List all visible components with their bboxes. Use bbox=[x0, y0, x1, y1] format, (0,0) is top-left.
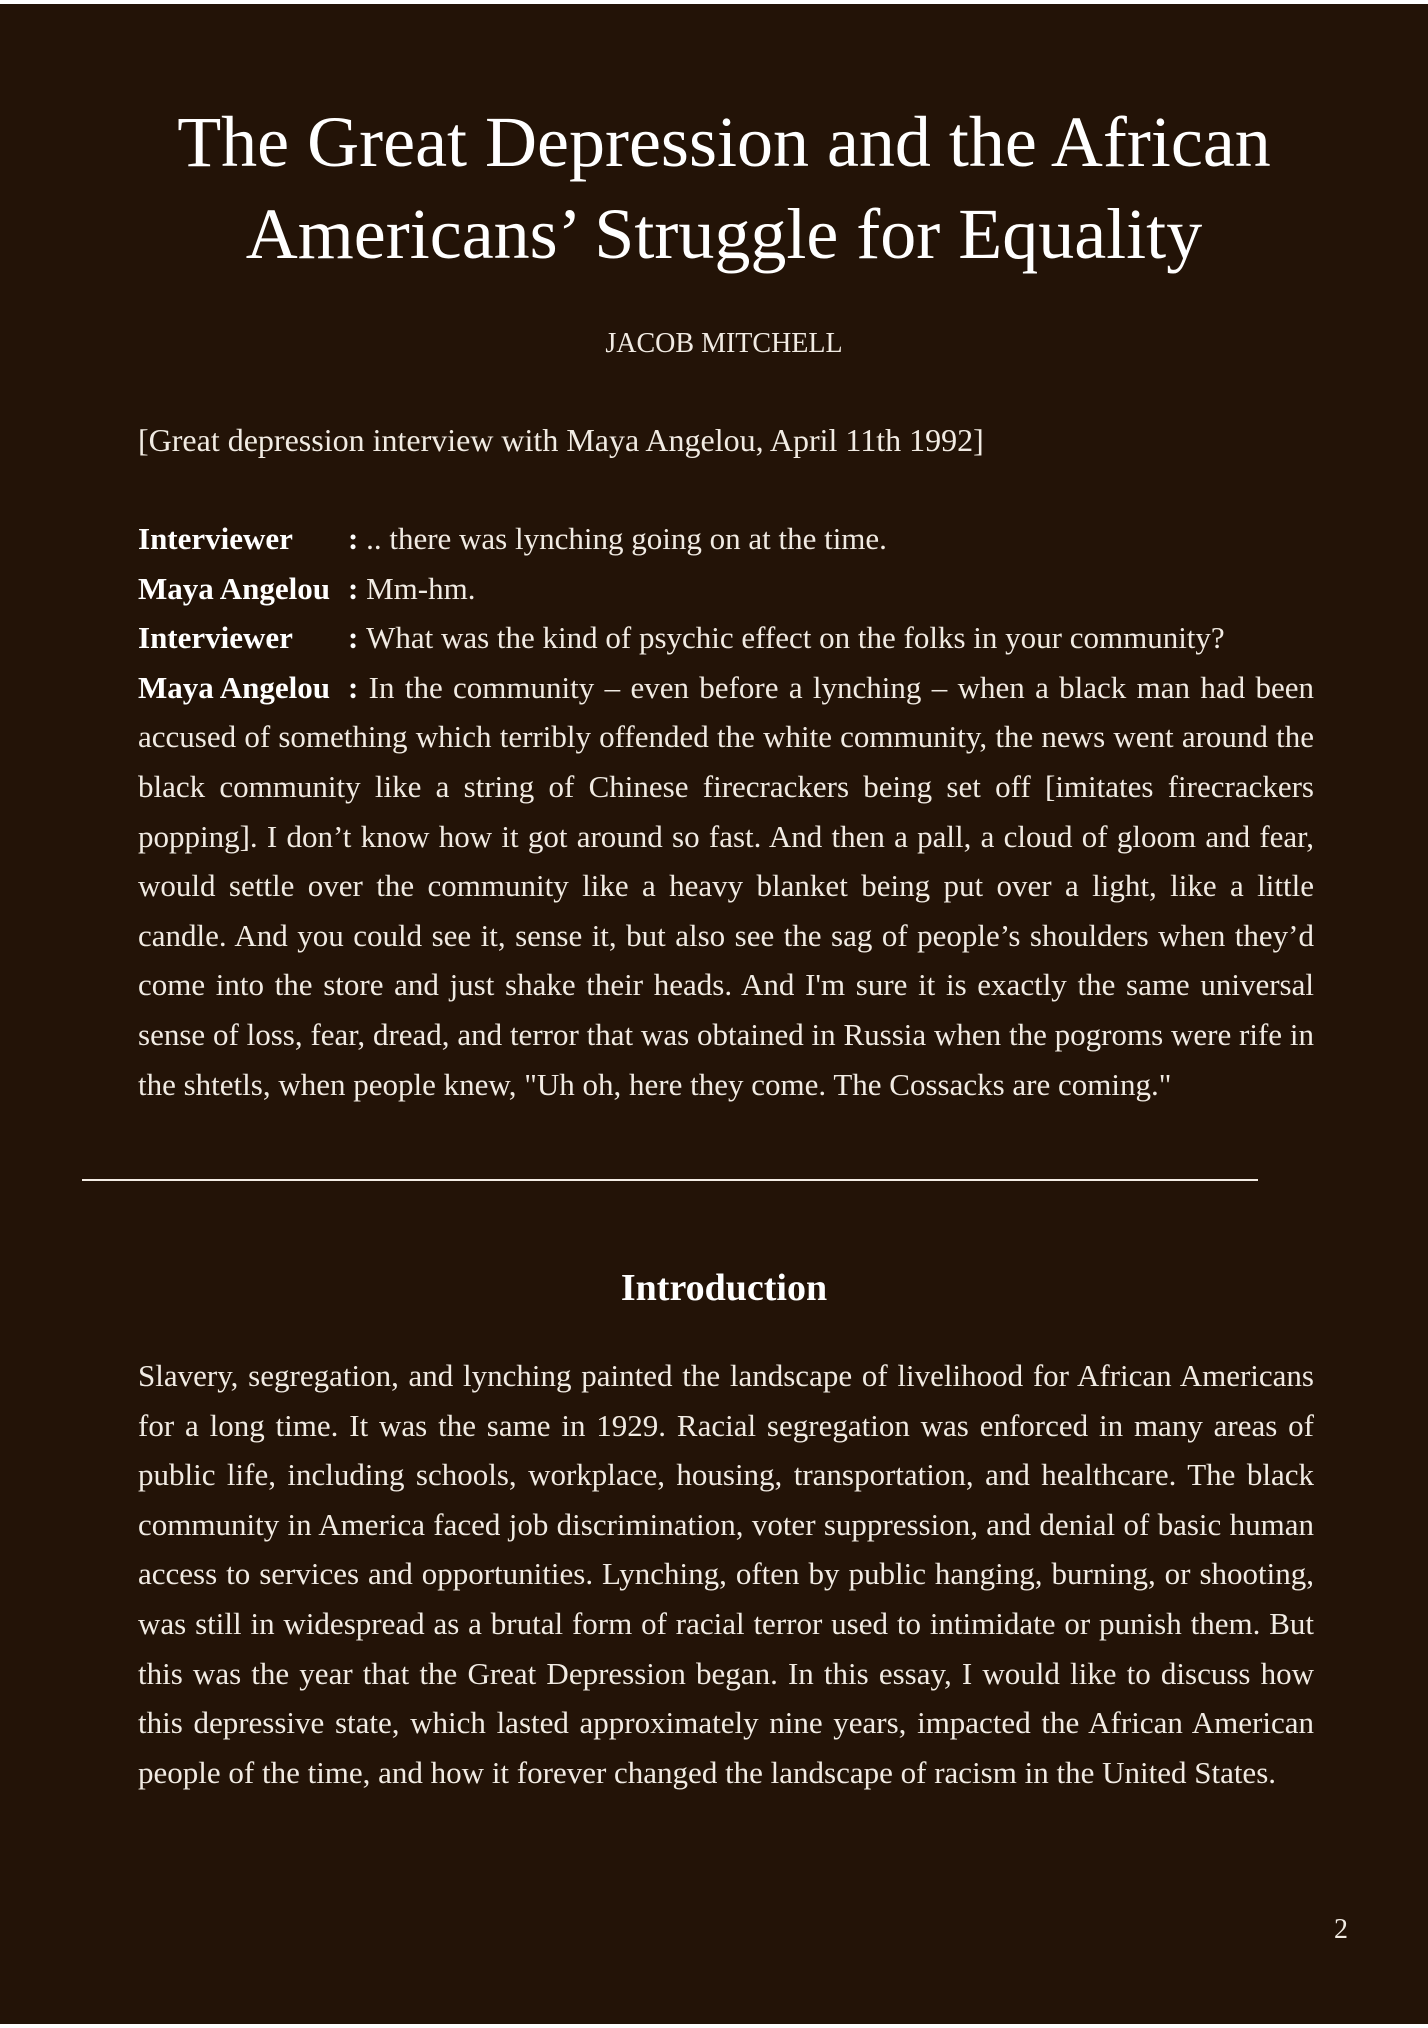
speaker-name: Maya Angelou bbox=[138, 570, 331, 606]
speaker-colon: : bbox=[348, 669, 369, 705]
line-text: .. there was lynching going on at the time. bbox=[366, 521, 887, 556]
line-text: In the community – even before a lynching – when a black man had been accused of something which terribly offended the white community, the news went around the black community like a string of Chinese firecrackers being set off [imitates firecrackers popping]. I don’t know how it got around so fast. And then a pall, a cloud of gloom and fear, would settle over the community like a heavy blanket being put over a light, like a little candle. And you could see it, sense it, but also see the sag of people’s shoulders when they’d come into the store and just shake their heads. And I'm sure it is exactly the same universal sense of loss, fear, dread, and terror that was obtained in Russia when the pogroms were rife in the shtetls, when people knew, "Uh oh, here they come. The Cossacks are coming." bbox=[138, 669, 1314, 1102]
interview-line bbox=[138, 613, 1314, 663]
speaker-colon: : bbox=[348, 570, 367, 606]
author-name: JACOB MITCHELL bbox=[605, 328, 843, 359]
introduction-paragraph: Slavery, segregation, and lynching painted the landscape of livelihood for African Americans for a long time. It was the same in 1929. Racial segregation was enforced in many areas of public life, including schools, workplace, housing, transportation, and healthcare. The black community in America faced job discrimination, voter suppression, and denial of basic human access to services and opportunities. Lynching, often by public hanging, burning, or shooting, was still in widespread as a brutal form of racial terror used to intimidate or punish them. But this was the year that the Great Depression began. In this essay, I would like to discuss how this depressive state, which lasted approximately nine years, impacted the African American people of the time, and how it forever changed the landscape of racism in the United States. bbox=[138, 1358, 1314, 1790]
page-number: 2 bbox=[1334, 1914, 1348, 1945]
speaker-name: Interviewer bbox=[138, 620, 293, 656]
line-text: Mm-hm. bbox=[366, 570, 476, 606]
section-heading: Introduction bbox=[620, 1267, 828, 1309]
interview-line bbox=[138, 663, 1314, 1109]
interview-line bbox=[138, 514, 1314, 564]
speaker-colon: : bbox=[348, 620, 367, 656]
line-text: What was the kind of psychic effect on the folks in your community? bbox=[366, 620, 1225, 656]
interview-line bbox=[138, 564, 1314, 614]
speaker-name: Maya Angelou bbox=[138, 669, 331, 705]
document-title: The Great Depression and the African Americans’ Struggle for Equality bbox=[177, 102, 1271, 274]
section-divider bbox=[82, 1179, 1258, 1181]
document-page bbox=[0, 4, 1428, 2024]
speaker-colon: : bbox=[348, 521, 367, 556]
speaker-name: Interviewer bbox=[138, 521, 293, 556]
interview-source-note: [Great depression interview with Maya Angelou, April 11th 1992] bbox=[138, 422, 984, 458]
interview-transcript bbox=[138, 514, 1314, 1109]
